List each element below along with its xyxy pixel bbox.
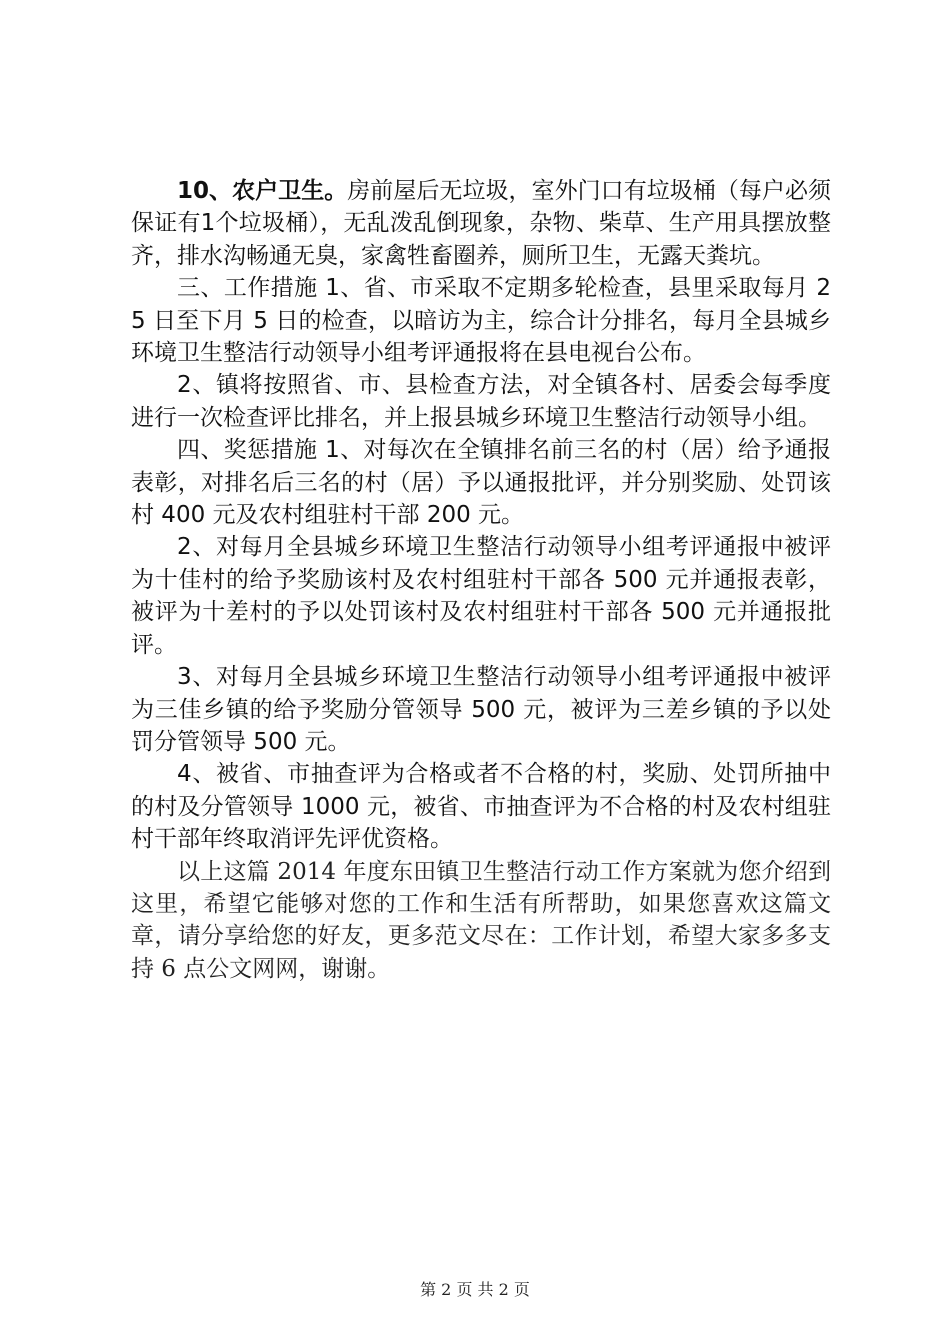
paragraph-closing-note: 以上这篇 2014 年度东田镇卫生整洁行动工作方案就为您介绍到这里，希望它能够对您的工作和生活有所帮助，如果您喜欢这篇文章，请分享给您的好友，更多范文尽在：工作计划，希望大家多多支持 6 点公文网网，谢谢。 — [131, 858, 831, 982]
paragraph-top-three-towns: 3、对每月全县城乡环境卫生整洁行动领导小组考评通报中被评为三佳乡镇的给予奖励分管领导 500 元，被评为三差乡镇的予以处罚分管领导 500 元。 — [131, 664, 831, 755]
paragraph-spot-check: 4、被省、市抽查评为合格或者不合格的村，奖励、处罚所抽中的村及分管领导 1000 元，被省、市抽查评为不合格的村及农村组驻村干部年终取消评先评优资格。 — [131, 761, 831, 853]
paragraph-farmer-hygiene — [131, 175, 831, 272]
document-body — [131, 175, 831, 985]
paragraph-lead-heading: 10、农户卫生。 — [177, 178, 348, 204]
paragraph-work-measures: 三、工作措施 1、省、市采取不定期多轮检查，县里采取每月 25 日至下月 5 日的检查，以暗访为主，综合计分排名，每月全县城乡环境卫生整洁行动领导小组考评通报将在县电视台公布。 — [131, 275, 831, 367]
page-number-footer: 第 2 页 共 2 页 — [420, 1280, 530, 1299]
paragraph-text: 房前屋后无垃圾，室外门口有垃圾桶（每户必须保证有1个垃圾桶），无乱泼乱倒现象，杂物、柴草、生产用具摆放整齐，排水沟畅通无臭，家禽牲畜圈养，厕所卫生，无露天粪坑。 — [131, 178, 831, 269]
paragraph-top-ten-villages: 2、对每月全县城乡环境卫生整洁行动领导小组考评通报中被评为十佳村的给予奖励该村及农村组驻村干部各 500 元并通报表彰，被评为十差村的予以处罚该村及农村组驻村干部各 500 元并通报批评。 — [131, 534, 831, 658]
paragraph-town-inspection: 2、镇将按照省、市、县检查方法，对全镇各村、居委会每季度进行一次检查评比排名，并上报县城乡环境卫生整洁行动领导小组。 — [131, 372, 831, 431]
paragraph-reward-measures: 四、奖惩措施 1、对每次在全镇排名前三名的村（居）给予通报表彰，对排名后三名的村（居）予以通报批评，并分别奖励、处罚该村 400 元及农村组驻村干部 200 元。 — [131, 437, 831, 529]
